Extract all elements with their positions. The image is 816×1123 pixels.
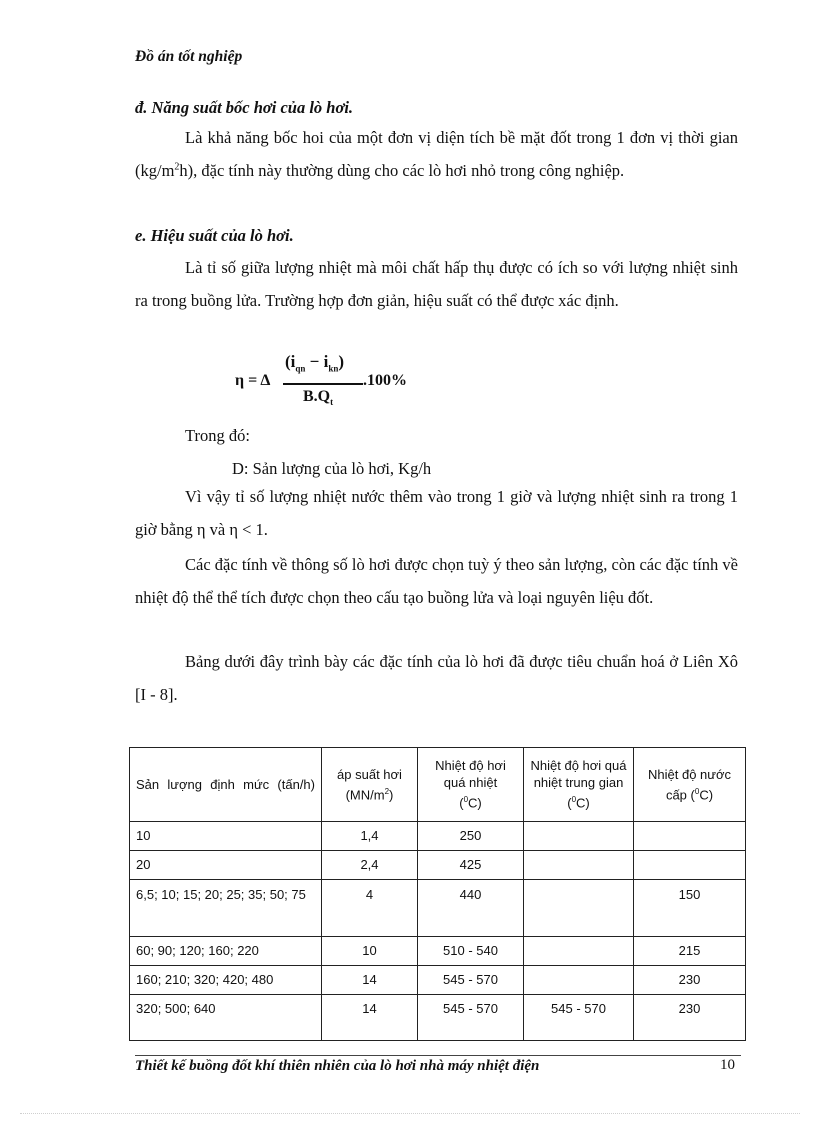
header-pressure: áp suất hơi $(MN/m^2)$	[322, 748, 418, 822]
formula-denominator: $B.Q_t$	[303, 388, 334, 408]
running-header: Đồ án tốt nghiệp	[135, 48, 243, 65]
cell-pressure: 14	[322, 966, 418, 995]
table-row	[130, 995, 746, 1041]
cell-reheat	[524, 822, 634, 851]
formula-numerator: $(i_{qn} - i_{kn})$	[285, 352, 345, 374]
cell-output: 10	[130, 822, 322, 851]
paragraph-evaporation-rate: Là khả năng bốc hoi của một đơn vị diện tích bề mặt đốt trong 1 đơn vị thời gian $(kg/m^2h)$, đặc tính này thường dùng cho các lò hơi nhỏ trong công nghiệp.	[135, 128, 738, 180]
section-heading-efficiency: e. Hiệu suất của lò hơi.	[135, 226, 294, 245]
cell-feedwater: 230	[634, 995, 746, 1041]
paragraph-table-intro: Bảng dưới đây trình bày các đặc tính của lò hơi đã được tiêu chuẩn hoá ở Liên Xô [I - 8].	[135, 652, 738, 704]
paragraph-ratio: Vì vậy tỉ số lượng nhiệt nước thêm vào trong 1 giờ và lượng nhiệt sinh ra trong 1 giờ bằng η và η < 1.	[135, 487, 738, 539]
cell-output: 20	[130, 851, 322, 880]
table-row	[130, 851, 746, 880]
cell-feedwater: 230	[634, 966, 746, 995]
header-output: Sản lượng định mức (tấn/h)	[130, 748, 322, 822]
cell-pressure: 10	[322, 937, 418, 966]
formula-tail: .100%	[363, 372, 407, 389]
cell-pressure: 1,4	[322, 822, 418, 851]
page-bottom-dotted-line	[20, 1113, 800, 1114]
footer-title: Thiết kế buồng đốt khí thiên nhiên của lò hơi nhà máy nhiệt điện	[135, 1058, 540, 1074]
cell-superheat: 250	[418, 822, 524, 851]
cell-reheat	[524, 966, 634, 995]
paragraph-specs: Các đặc tính về thông số lò hơi được chọn tuỳ ý theo sản lượng, còn các đặc tính về nhiệt độ thể thể tích được chọn theo cấu tạo buồng lửa và loại nguyên liệu đốt.	[135, 555, 738, 607]
where-item: D: Sản lượng của lò hơi, Kg/h	[232, 459, 432, 478]
cell-output: 160; 210; 320; 420; 480	[130, 966, 322, 995]
header-superheat: Nhiệt độ hơi quá nhiệt ($^0$C)	[418, 748, 524, 822]
cell-feedwater: 215	[634, 937, 746, 966]
cell-output: 60; 90; 120; 160; 220	[130, 937, 322, 966]
table-row	[130, 966, 746, 995]
cell-feedwater: 150	[634, 880, 746, 937]
cell-output: 6,5; 10; 15; 20; 25; 35; 50; 75	[130, 880, 322, 937]
cell-superheat: 545 - 570	[418, 995, 524, 1041]
footer-rule	[135, 1055, 741, 1056]
cell-feedwater	[634, 822, 746, 851]
table-row	[130, 937, 746, 966]
cell-reheat	[524, 851, 634, 880]
table-row	[130, 822, 746, 851]
cell-superheat: 440	[418, 880, 524, 937]
formula-lhs: η = Δ	[235, 372, 271, 389]
fraction-bar	[283, 383, 363, 385]
page-number: 10	[720, 1057, 735, 1073]
header-feedwater: Nhiệt độ nước cấp ($^0$C)	[634, 748, 746, 822]
cell-pressure: 14	[322, 995, 418, 1041]
where-label: Trong đó:	[185, 426, 250, 445]
cell-superheat: 425	[418, 851, 524, 880]
cell-reheat	[524, 937, 634, 966]
cell-feedwater	[634, 851, 746, 880]
paragraph-efficiency: Là tỉ số giữa lượng nhiệt mà môi chất hấp thụ được có ích so với lượng nhiệt sinh ra trong buồng lửa. Trường hợp đơn giản, hiệu suất có thể được xác định.	[135, 258, 738, 310]
table-row	[130, 880, 746, 937]
cell-reheat: 545 - 570	[524, 995, 634, 1041]
cell-output: 320; 500; 640	[130, 995, 322, 1041]
cell-reheat	[524, 880, 634, 937]
cell-pressure: 2,4	[322, 851, 418, 880]
cell-superheat: 510 - 540	[418, 937, 524, 966]
section-heading-evaporation-rate: đ. Năng suất bốc hơi của lò hơi.	[135, 98, 354, 117]
boiler-spec-table	[129, 747, 746, 1041]
efficiency-formula	[235, 352, 425, 414]
cell-pressure: 4	[322, 880, 418, 937]
cell-superheat: 545 - 570	[418, 966, 524, 995]
table-header-row	[130, 748, 746, 822]
header-reheat: Nhiệt độ hơi quá nhiệt trung gian ($^0$C)	[524, 748, 634, 822]
